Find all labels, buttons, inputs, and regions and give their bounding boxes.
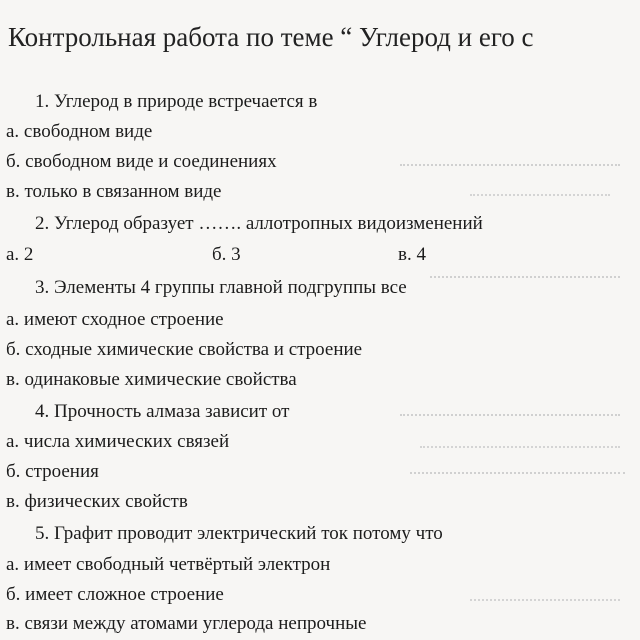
question-5-option-b: б. имеет сложное строение (6, 584, 224, 605)
question-4-text: 4. Прочность алмаза зависит от (35, 401, 290, 422)
question-5-option-a: а. имеет свободный четвёртый электрон (6, 554, 331, 575)
question-1-text: 1. Углерод в природе встречается в (35, 91, 318, 112)
bleed-through-texture (400, 400, 620, 416)
question-1-option-c: в. только в связанном виде (6, 181, 222, 202)
question-3-option-b: б. сходные химические свойства и строение (6, 339, 363, 360)
question-1-option-b: б. свободном виде и соединениях (6, 151, 277, 172)
question-2-text: 2. Углерод образует ……. аллотропных видоизменений (35, 213, 483, 234)
bleed-through-texture (430, 262, 620, 278)
question-4-option-b: б. строения (6, 461, 99, 482)
question-3-text: 3. Элементы 4 группы главной подгруппы все (35, 277, 407, 298)
question-3-option-a: а. имеют сходное строение (6, 309, 224, 330)
bleed-through-texture (420, 432, 620, 448)
question-5-text: 5. Графит проводит электрический ток потому что (35, 523, 443, 544)
bleed-through-texture (400, 150, 620, 166)
question-4-option-c: в. физических свойств (6, 491, 188, 512)
question-1-option-a: а. свободном виде (6, 121, 153, 142)
bleed-through-texture (470, 180, 610, 196)
question-2-option-b: б. 3 (212, 244, 241, 265)
question-5-option-c: в. связи между атомами углерода непрочные (6, 613, 367, 634)
question-4-option-a: а. числа химических связей (6, 431, 230, 452)
bleed-through-texture (470, 585, 620, 601)
worksheet-title: Контрольная работа по теме “ Углерод и его с (8, 22, 534, 52)
question-2-option-a: а. 2 (6, 244, 34, 265)
question-2-option-c: в. 4 (398, 244, 426, 265)
question-3-option-c: в. одинаковые химические свойства (6, 369, 297, 390)
bleed-through-texture (410, 458, 625, 474)
